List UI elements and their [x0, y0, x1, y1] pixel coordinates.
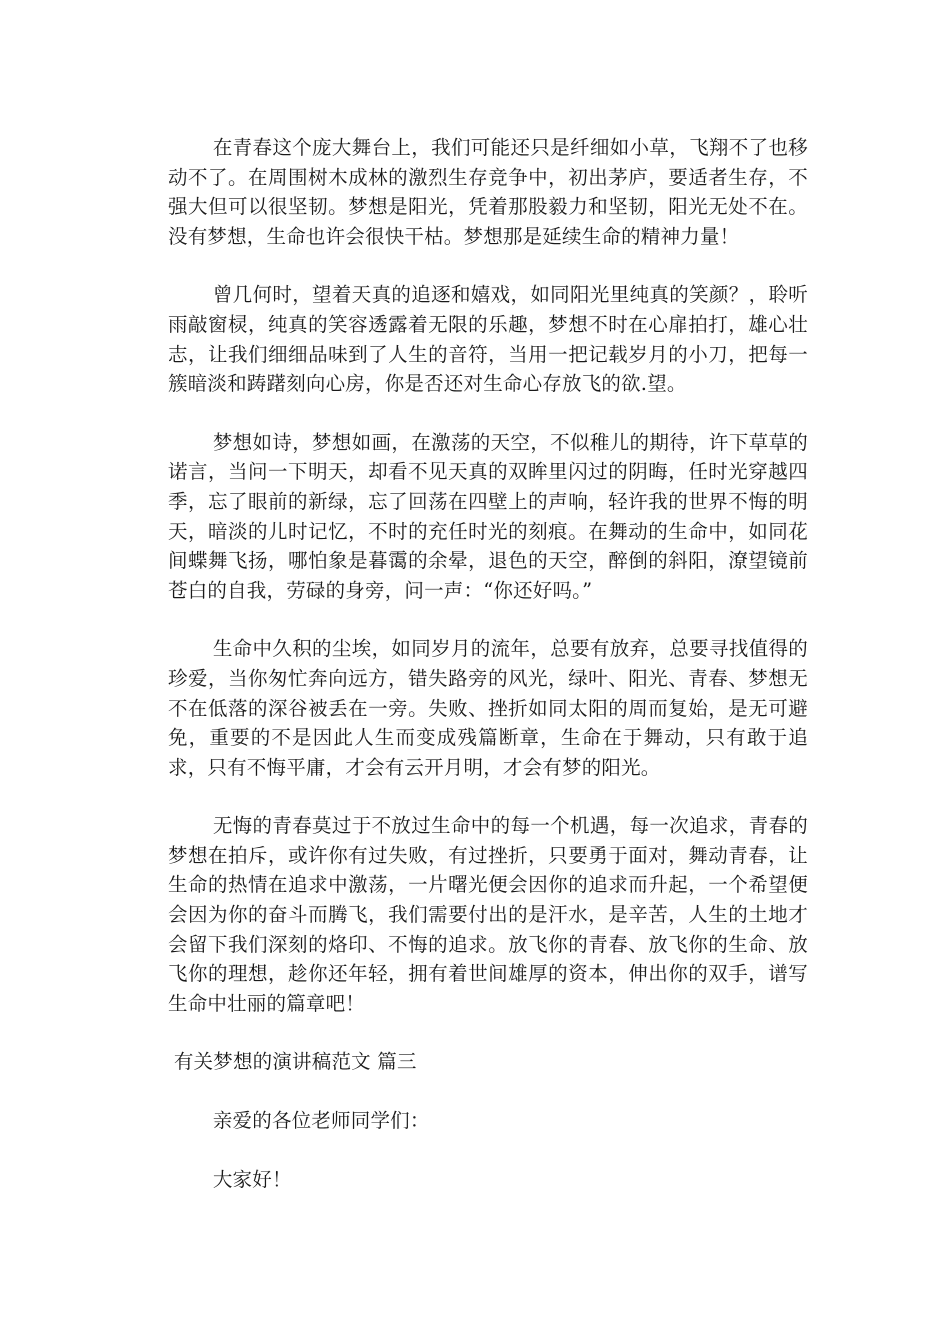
paragraph-youth-stage: 在青春这个庞大舞台上，我们可能还只是纤细如小草，飞翔不了也移动不了。在周围树木成林的激烈生存竞争中，初出茅庐，要适者生存，不强大但可以很坚韧。梦想是阳光，凭着那股毅力和坚韧，阳光无处不在。没有梦想，生命也许会很快干枯。梦想那是延续生命的精神力量！: [168, 136, 808, 248]
section-heading: 有关梦想的演讲稿范文 篇三: [173, 1050, 417, 1074]
hello-line: 大家好！: [212, 1167, 292, 1191]
paragraph-once-upon-time: 曾几何时，望着天真的追逐和嬉戏，如同阳光里纯真的笑颜？，聆听雨敲窗棂，纯真的笑容透露着无限的乐趣，梦想不时在心扉拍打，雄心壮志，让我们细细品味到了人生的音符，当用一把记载岁月的小刀，把每一簇暗淡和踌躇刻向心房，你是否还对生命心存放飞的欲.望。: [168, 283, 808, 396]
paragraph-no-regret-youth: 无悔的青春莫过于不放过生命中的每一个机遇，每一次追求，青春的梦想在拍斥，或许你有过失败，有过挫折，只要勇于面对，舞动青春，让生命的热情在追求中激荡，一片曙光便会因你的追求而升起，一个希望便会因为你的奋斗而腾飞，我们需要付出的是汗水，是辛苦，人生的土地才会留下我们深刻的烙印、不悔的追求。放飞你的青春、放飞你的生命、放飞你的理想，趁你还年轻，拥有着世间雄厚的资本，伸出你的双手，谱写生命中壮丽的篇章吧！: [168, 814, 808, 1015]
greeting-line: 亲爱的各位老师同学们：: [212, 1109, 430, 1133]
paragraph-dream-poem: 梦想如诗，梦想如画，在激荡的天空，不似稚儿的期待，许下草草的诺言，当问一下明天，却看不见天真的双眸里闪过的阴晦，任时光穿越四季，忘了眼前的新绿，忘了回荡在四壁上的声响，轻许我的世界不悔的明天，暗淡的儿时记忆，不时的充任时光的刻痕。在舞动的生命中，如同花间蝶舞飞扬，哪怕象是暮霭的余晕，退色的天空，醉倒的斜阳，潦望镜前苍白的自我，劳碌的身旁，问一声：“你还好吗。”: [168, 430, 808, 602]
paragraph-dust-of-life: 生命中久积的尘埃，如同岁月的流年，总要有放弃，总要寻找值得的珍爱，当你匆忙奔向远方，错失路旁的风光，绿叶、阳光、青春、梦想无不在低落的深谷被丢在一旁。失败、挫折如同太阳的周而复始，是无可避免，重要的不是因此人生而变成残篇断章，生命在于舞动，只有敢于追求，只有不悔平庸，才会有云开月明，才会有梦的阳光。: [168, 637, 808, 779]
document-body: [168, 133, 808, 1223]
